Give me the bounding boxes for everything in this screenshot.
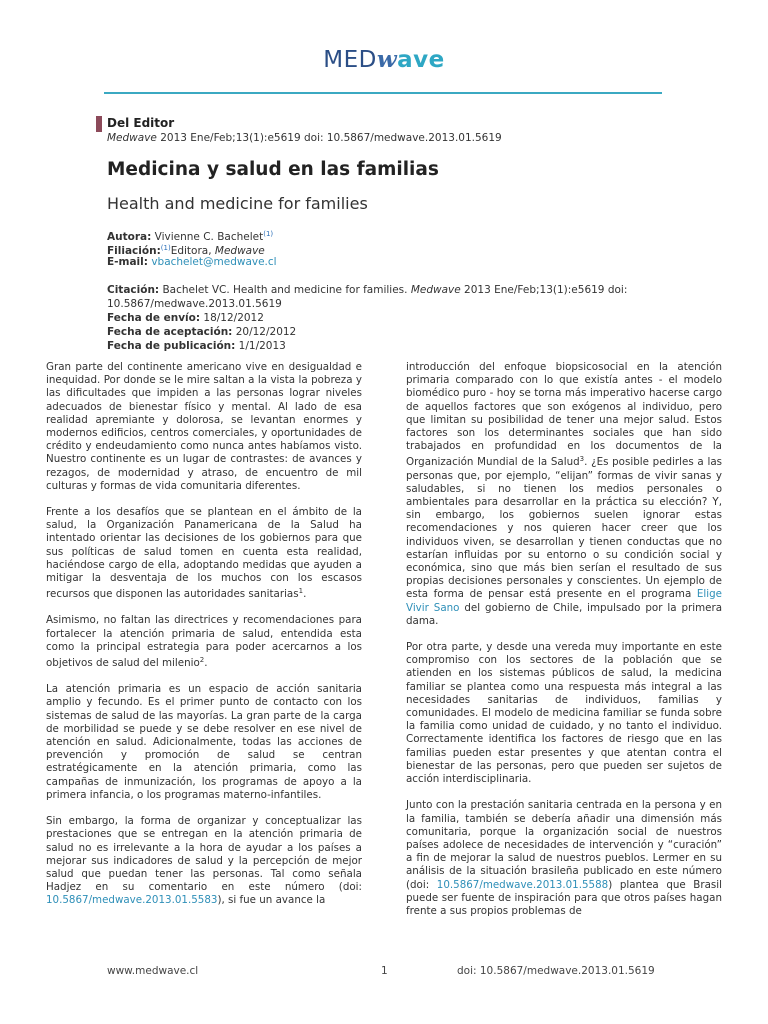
- body-column-right: [406, 361, 722, 931]
- paragraph: Frente a los desafíos que se plantean en el ámbito de la salud, la Organización Panamericana de la Salud ha intentado orientar las decisiones de los gobiernos para que sus políticas de salud tomen en cuenta esta realidad, haciéndose cargo de ella, adoptando medidas que ayuden a mitigar la desventaja de los muchos con los escasos recursos que disponen las autoridades sanitarias$^1$.: [46, 506, 362, 601]
- footer-page-number: 1: [381, 965, 388, 977]
- affiliation-text: Editora,: [170, 245, 215, 257]
- section-label: Del Editor: [107, 116, 175, 130]
- author-affiliation-ref[interactable]: (1): [263, 230, 274, 238]
- paragraph: Junto con la prestación sanitaria centrada en la persona y en la familia, también se debería añadir una dimensión más comunitaria, porque la organización social de nuestros países adolece de necesidades de intervención y “curación” a fin de mejorar la salud de nuestros pueblos. Lermer en su análisis de la situación brasileña publicado en este número (doi: 10.5867/medwave.2013.01.5588) plantea que Brasil puede ser fuente de inspiración para que otros países hagan frente a sus propios problemas de: [406, 799, 722, 917]
- accepted-date-line: [107, 325, 296, 339]
- affiliation-journal: Medwave: [214, 245, 265, 257]
- logo-w: w: [376, 46, 398, 73]
- footer-site[interactable]: www.medwave.cl: [107, 965, 199, 977]
- program-link[interactable]: Elige Vivir Sano: [406, 588, 722, 614]
- footer-doi: doi: 10.5867/medwave.2013.01.5619: [457, 965, 655, 977]
- sent-date: 18/12/2012: [200, 312, 264, 324]
- journal-citation-line: [107, 132, 502, 144]
- logo-ave: ave: [397, 47, 445, 73]
- citation-label: Citación:: [107, 284, 160, 296]
- journal-citation: 2013 Ene/Feb;13(1):e5619 doi: 10.5867/medwave.2013.01.5619: [156, 132, 502, 144]
- author-label: Autora:: [107, 231, 152, 243]
- doi-link[interactable]: 10.5867/medwave.2013.01.5588: [436, 878, 609, 891]
- paragraph: Gran parte del continente americano vive en desigualdad e inequidad. Por donde se le mire saltan a la vista la pobreza y las dificultades que impiden a las personas lograr niveles adecuados de bienestar físico y mental. Al lado de esa realidad apremiante y dolorosa, se levantan enormes y modernos edificios, centros comerciales, y oportunidades de crédito y endeudamiento como nunca antes habíamos visto. Nuestro continente es un lugar de contrastes: de avances y rezagos, de modernidad y atraso, de encuentro de mil culturas y formas de vida comunitaria diferentes.: [46, 361, 362, 492]
- medwave-logo: [0, 46, 768, 73]
- citation-journal: Medwave: [410, 284, 461, 296]
- paragraph: Asimismo, no faltan las directrices y recomendaciones para fortalecer la atención primaria de salud, entendida esta como la principal estrategia para poder acercarnos a los objetivos de salud del milenio$^2$.: [46, 614, 362, 670]
- footnote-ref[interactable]: 1: [298, 587, 304, 596]
- affiliation-label: Filiación:: [107, 245, 161, 257]
- paragraph: La atención primaria es un espacio de acción sanitaria amplio y fecundo. Es el primer punto de contacto con los sistemas de salud de las mayorías. La gran parte de la carga de morbilidad se puede y se debe resolver en ese nivel de atención en salud. Adicionalmente, todas las acciones de prevención y promoción de salud se centran estratégicamente en la atención primaria, como las campañas de inmunización, los programas de apoyo a la primera infancia, o los programas materno-infantiles.: [46, 683, 362, 801]
- header-divider: [104, 92, 662, 94]
- paragraph: Por otra parte, y desde una vereda muy importante en este compromiso con los sectores de la población que se atienden en los sistemas públicos de salud, la medicina familiar se plantea como una respuesta más integral a las necesidades sanitarias de individuos, familias y comunidades. El modelo de medicina familiar se funda sobre la familia como unidad de cuidado, y no tanto el individuo. Correctamente identifica los factores de riesgo que en las familias pueden estar presentes y que atentan contra el bienestar de las personas, pero que pueden ser sujetos de acción interdisciplinaria.: [406, 641, 722, 786]
- accepted-date: 20/12/2012: [232, 326, 297, 338]
- body-column-left: [46, 361, 362, 921]
- sent-date-line: [107, 311, 264, 325]
- published-date: 1/1/2013: [235, 340, 286, 352]
- citation-doi: 10.5867/medwave.2013.01.5619: [107, 298, 282, 310]
- affiliation-ref: (1): [160, 244, 171, 252]
- author-name: Vivienne C. Bachelet: [151, 231, 264, 243]
- email-link[interactable]: vbachelet@medwave.cl: [151, 256, 277, 268]
- accepted-date-label: Fecha de aceptación:: [107, 326, 233, 338]
- doi-link[interactable]: 10.5867/medwave.2013.01.5583: [46, 894, 218, 907]
- logo-med: MED: [323, 47, 377, 73]
- email-label: E-mail:: [107, 256, 148, 268]
- article-title: Medicina y salud en las familias: [107, 159, 439, 180]
- section-marker: [96, 116, 102, 132]
- footnote-ref[interactable]: 3: [579, 455, 585, 464]
- footnote-ref[interactable]: 2: [199, 656, 205, 665]
- citation-text-2: 2013 Ene/Feb;13(1):e5619 doi:: [460, 284, 628, 296]
- published-date-label: Fecha de publicación:: [107, 340, 236, 352]
- paragraph: Sin embargo, la forma de organizar y conceptualizar las prestaciones que se entregan en la atención primaria de salud no es irrelevante a la hora de ayudar a los países a mejorar sus indicadores de salud y la percepción de mejor salud que puedan tener las personas. Tal como señala Hadjez en su comentario en este número (doi: 10.5867/medwave.2013.01.5583), si fue un avance la: [46, 815, 362, 907]
- published-date-line: [107, 339, 286, 353]
- article-subtitle: Health and medicine for families: [107, 194, 368, 213]
- sent-date-label: Fecha de envío:: [107, 312, 201, 324]
- journal-name: Medwave: [107, 132, 157, 144]
- paragraph: introducción del enfoque biopsicosocial en la atención primaria comparado con lo que existía antes - el modelo biomédico puro - hoy se torna más imperativo hacerse cargo de aquellos factores que son exógenos al individuo, pero que limitan su posibilidad de tener una mejor salud. Estos factores son los determinantes sociales que han sido trabajados en profundidad en los documentos de la Organización Mundial de la Salud$^3$. ¿Es posible pedirles a las personas que, por ejemplo, “elijan” formas de vivir sanas y saludables, si no tienen los medios personales o ambientales para desarrollar en la práctica su elección? Y, sin embargo, los gobiernos suelen ignorar estas recomendaciones y nos quieren hacer creer que los individuos viven, se desarrollan y tienen conductas que no estarían influidas por su entorno o su condición social y económica, sino que más bien serían el resultado de sus propias decisiones personales y conscientes. Un ejemplo de esta forma de pensar está presente en el programa Elige Vivir Sano del gobierno de Chile, impulsado por la primera dama.: [406, 361, 723, 627]
- citation-line: [107, 283, 627, 297]
- email-line: [107, 255, 277, 269]
- citation-text: Bachelet VC. Health and medicine for families.: [159, 284, 411, 296]
